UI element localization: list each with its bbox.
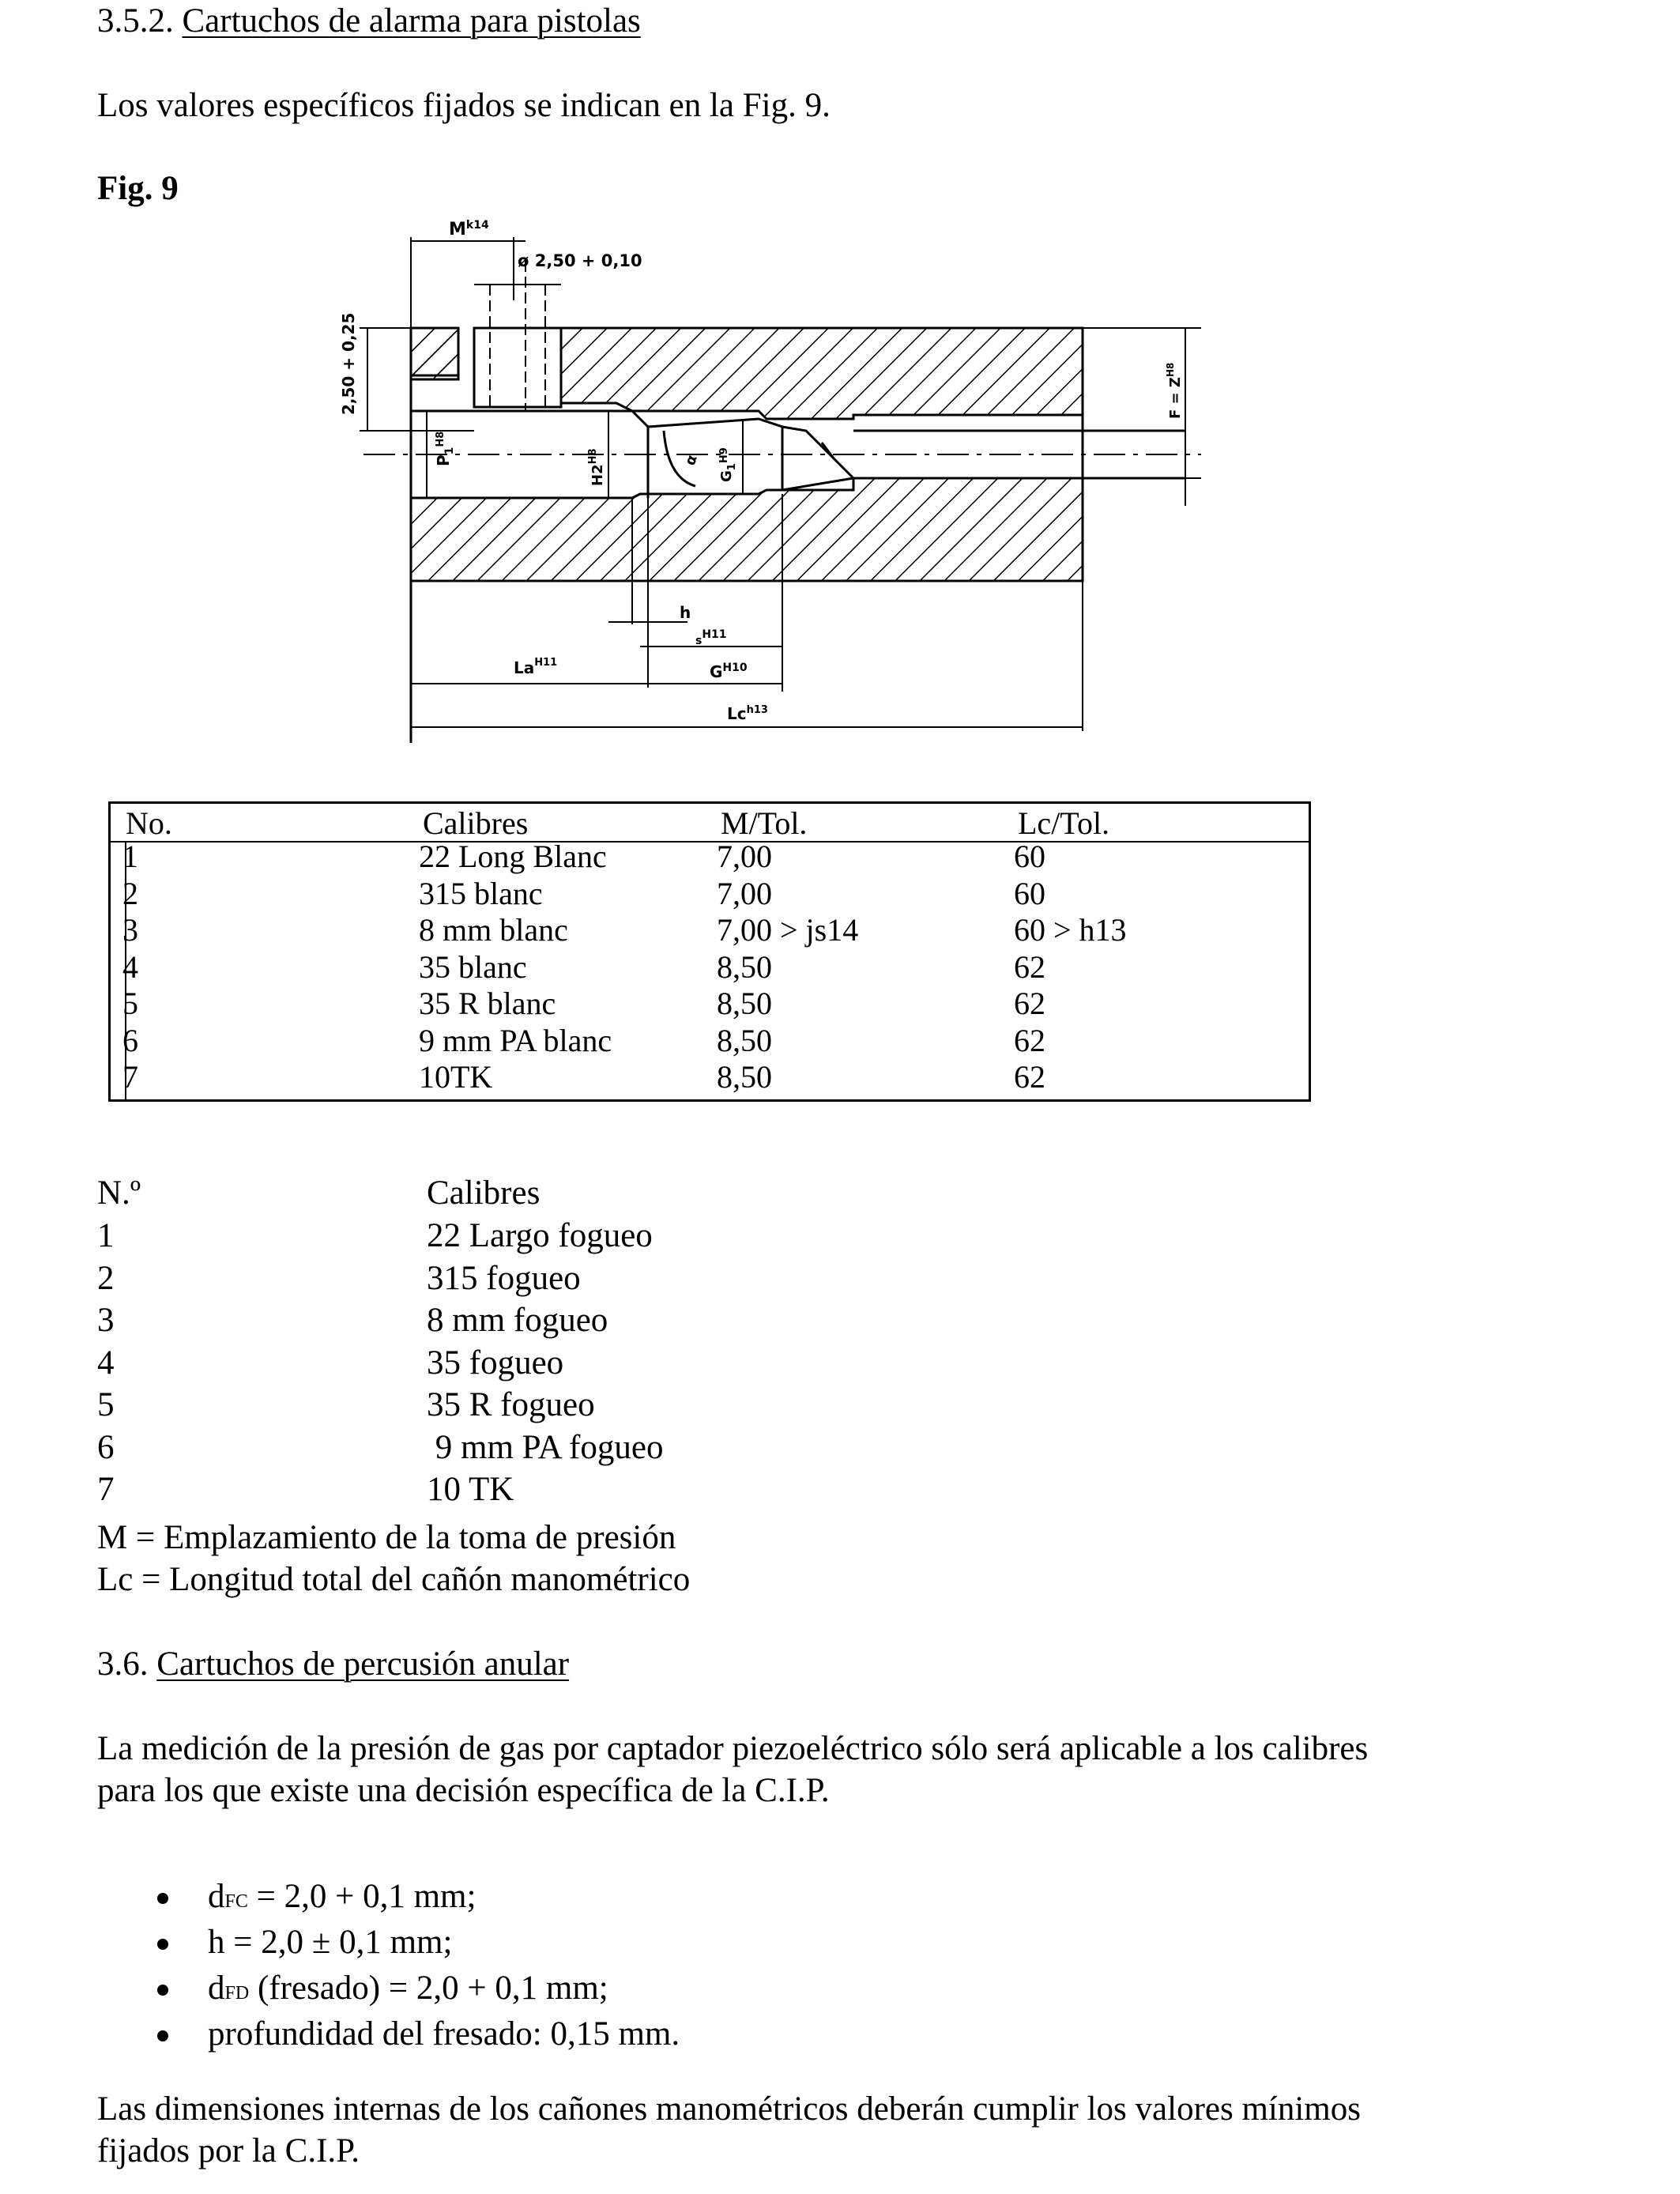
calibres-table (108, 801, 1311, 1102)
table-cell-no: 5 (122, 986, 138, 1021)
table-cell-calibre: 8 mm blanc (419, 912, 568, 948)
table-cell-calibre: 9 mm PA blanc (419, 1022, 612, 1058)
svg-text:GH10: $G^{H10}$ (710, 662, 748, 681)
table-cell-calibre: 315 blanc (419, 875, 543, 911)
definition-m: M = Emplazamiento de la toma de presión (97, 1519, 676, 1556)
technical-drawing (0, 0, 1680, 759)
list-header-calibres: Calibres (427, 1174, 541, 1212)
dim-diameter: ø 2,50 + 0,10 (518, 251, 642, 270)
table-header-calibres: Calibres (423, 805, 529, 841)
paragraph-2-line-1: Las dimensiones internas de los cañones manométricos deberán cumplir los valores mínimos (97, 2090, 1361, 2128)
intro-paragraph: Los valores específicos fijados se indican en la Fig. 9. (97, 87, 831, 124)
list-item-calibre: 315 fogueo (427, 1259, 581, 1297)
svg-text:Mk14 (449, 219, 489, 239)
bullet-dot-icon (157, 1893, 168, 1904)
table-cell-no: 3 (122, 912, 138, 948)
bullet-text-rest: (fresado) = 2,0 + 0,1 mm; (249, 1970, 608, 2007)
table-cell-calibre: 22 Long Blanc (419, 839, 607, 874)
table-header-no: No. (126, 805, 172, 841)
bullet-subscript: FD (224, 1983, 250, 2004)
list-item-number: 7 (97, 1471, 115, 1508)
dim-h2: H2 (590, 464, 606, 486)
table-cell-no: 2 (122, 875, 138, 911)
dim-s: s (695, 635, 703, 647)
list-item-calibre: 35 R fogueo (427, 1386, 595, 1423)
table-header-lc-tol: Lc/Tol. (1018, 805, 1110, 841)
paragraph-1-line-1: La medición de la presión de gas por captador piezoeléctrico sólo será aplicable a los calibres (97, 1730, 1369, 1767)
bullet-dot-icon (157, 2030, 168, 2041)
table-cell-lc-tol: 62 (1014, 1059, 1045, 1095)
bullet-subscript: FC (224, 1891, 248, 1912)
dim-g1: G (718, 470, 735, 482)
table-cell-lc-tol: 60 > h13 (1014, 912, 1127, 948)
table-cell-calibre: 10TK (419, 1059, 493, 1095)
angle-alpha: α (681, 452, 701, 468)
dim-p1: P (434, 454, 453, 466)
lower-hatched-wall (411, 478, 1083, 581)
bullet-item (208, 1967, 608, 2015)
svg-text:G1H9: $G_1^{H9}$ (718, 447, 738, 482)
dim-m-tol: k14 (465, 219, 489, 232)
table-cell-m-tol: 8,50 (717, 1022, 772, 1058)
table-cell-calibre: 35 blanc (419, 948, 527, 985)
section-heading-36 (97, 1643, 569, 1686)
dim-h: h (680, 603, 691, 622)
svg-text:H2H8: $H2^{H8}$ (587, 448, 606, 486)
bullet-item (208, 1875, 476, 1923)
definition-lc: Lc = Longitud total del cañón manométrico (97, 1561, 691, 1598)
bullet-text: profundidad del fresado: 0,15 mm. (208, 2015, 680, 2053)
table-cell-m-tol: 7,00 (717, 839, 772, 874)
table-cell-no: 4 (122, 948, 138, 985)
paragraph-2-line-2: fijados por la C.I.P. (97, 2132, 360, 2169)
list-header-no: N.º (97, 1174, 141, 1212)
table-cell-calibre: 35 R blanc (419, 986, 556, 1021)
paragraph-1-line-2: para los que existe una decisión específica de la C.I.P. (97, 1772, 830, 1809)
table-cell-no: 6 (122, 1022, 138, 1058)
table-cell-m-tol: 8,50 (717, 948, 772, 985)
table-cell-no: 7 (122, 1059, 138, 1095)
dim-la: La (514, 658, 535, 677)
bullet-text: d (208, 1878, 225, 1915)
table-header-m-tol: M/Tol. (721, 805, 808, 841)
table-cell-m-tol: 7,00 > js14 (717, 912, 859, 948)
list-item-number: 2 (97, 1259, 115, 1297)
table-cell-lc-tol: 60 (1014, 875, 1045, 911)
list-item-calibre: 10 TK (427, 1471, 514, 1508)
table-cell-m-tol: 7,00 (717, 875, 772, 911)
svg-text:sH11: sH11 (695, 628, 727, 647)
section-title: Cartuchos de percusión anular (156, 1646, 570, 1683)
list-item-calibre: 9 mm PA fogueo (427, 1428, 664, 1466)
list-item-number: 6 (97, 1428, 115, 1466)
bullet-item (208, 1921, 452, 1969)
figure-label: Fig. 9 (97, 170, 179, 207)
table-cell-lc-tol: 62 (1014, 986, 1045, 1021)
list-item-calibre: 35 fogueo (427, 1344, 564, 1382)
list-item-number: 1 (97, 1217, 115, 1254)
table-cell-m-tol: 8,50 (717, 1059, 772, 1095)
dim-g: G (710, 662, 723, 681)
table-cell-lc-tol: 62 (1014, 948, 1045, 985)
bullet-text: d (208, 1970, 225, 2007)
section-number: 3.5.2. (97, 2, 174, 40)
table-cell-m-tol: 8,50 (717, 986, 772, 1021)
list-item-number: 5 (97, 1386, 115, 1423)
bullet-dot-icon (157, 1939, 168, 1950)
list-item-number: 4 (97, 1344, 115, 1382)
dim-left: 2,50 + 0,25 (339, 312, 358, 415)
list-item-calibre: 22 Largo fogueo (427, 1217, 653, 1254)
bullet-text-rest: = 2,0 + 0,1 mm; (247, 1878, 477, 1915)
bullet-text: h = 2,0 ± 0,1 mm; (208, 1924, 453, 1961)
svg-text:LaH11: $La^{H11}$ (514, 657, 558, 677)
bullet-dot-icon (157, 1985, 168, 1996)
table-cell-no: 1 (122, 839, 138, 874)
svg-text:Lch13: $Lc^{h13}$ (727, 704, 768, 723)
list-item-number: 3 (97, 1302, 115, 1339)
dim-f: F (1167, 409, 1184, 419)
dim-lc: Lc (727, 704, 747, 723)
table-cell-lc-tol: 60 (1014, 839, 1045, 874)
section-number: 3.6. (97, 1646, 149, 1683)
bullet-item (208, 2013, 680, 2060)
table-cell-lc-tol: 62 (1014, 1022, 1045, 1058)
list-item-calibre: 8 mm fogueo (427, 1302, 608, 1339)
svg-text:P1H8: $P_1^{H8}$ (434, 431, 456, 466)
svg-text:F = ZH8: $F = Z^{H8}$ (1165, 362, 1184, 419)
section-title: Cartuchos de alarma para pistolas (182, 2, 641, 40)
dim-m: M (449, 220, 466, 239)
